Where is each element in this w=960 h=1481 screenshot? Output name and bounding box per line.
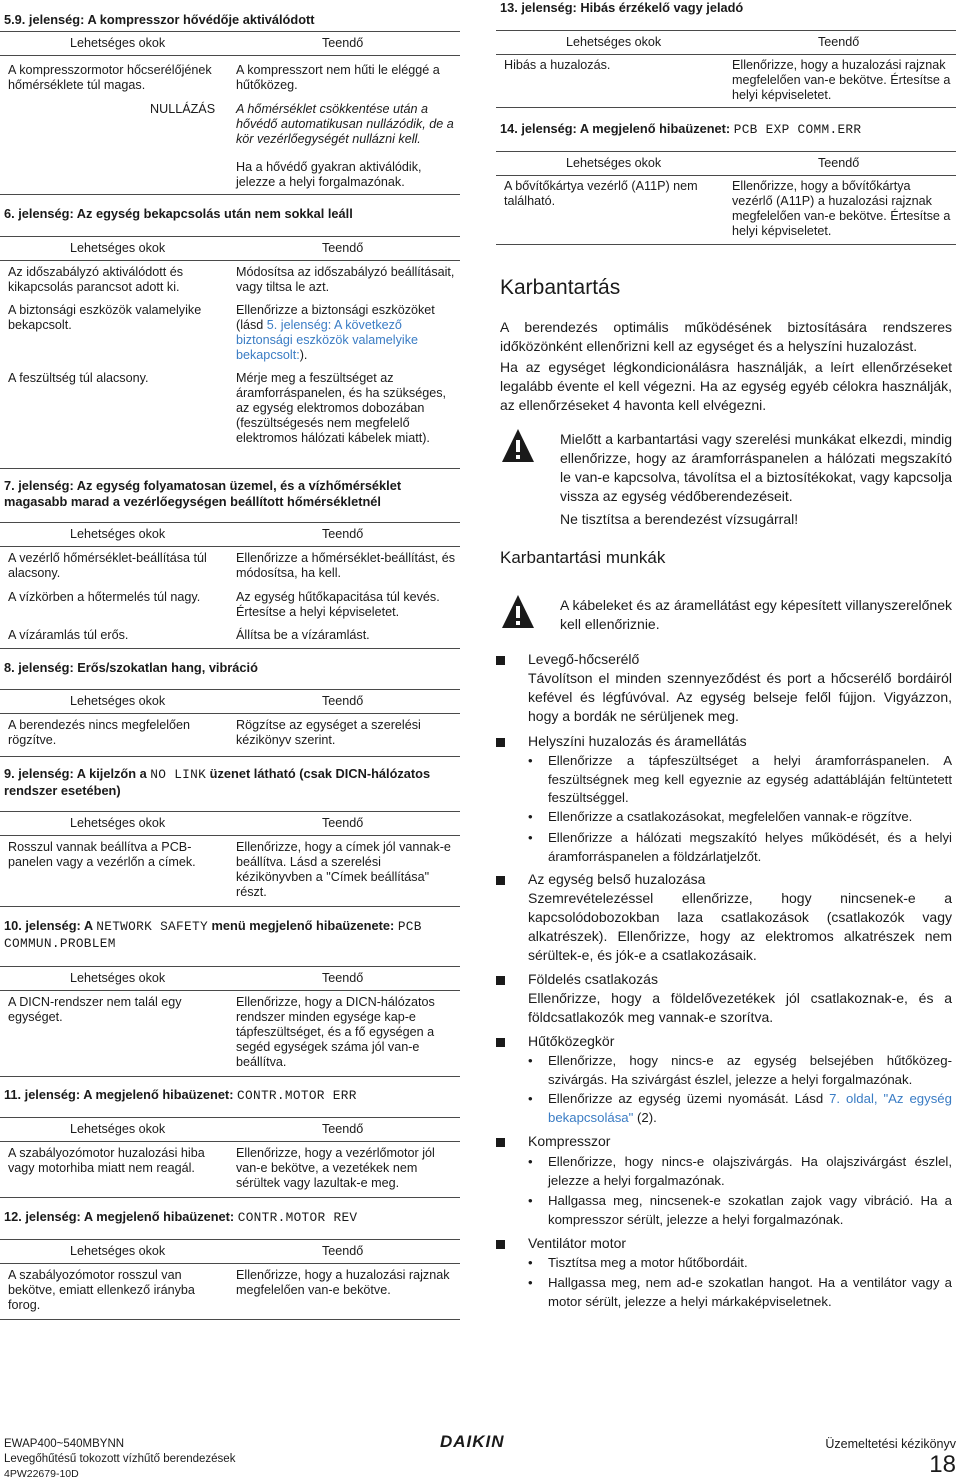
s8-heading: 8. jelenség: Erős/szokatlan hang, vibráció <box>4 660 258 675</box>
cause-cell: Hibás a huzalozás. <box>504 58 611 72</box>
subitem-text: Ellenőrizze, hogy nincs-e olajszivárgás. Ha olajszivárgást észlel, jelezze a helyi forgalmazónak. <box>548 1154 952 1188</box>
task-body: Ellenőrizze, hogy a földelővezetékek jól csatlakoznak-e, és a földcsatlakozók meg vannak-e szorítva. <box>528 990 952 1025</box>
subitem-text: Tisztítsa meg a motor hűtőbordáit. <box>548 1255 748 1270</box>
square-bullet-icon <box>496 738 505 747</box>
heading-text: üzenet látható (csak DICN-hálózatos rendszer esetében) <box>4 766 431 798</box>
table-header <box>0 32 460 56</box>
table-header <box>0 1118 460 1142</box>
action-cell: Ellenőrizze, hogy a vezérlőmotor jól van-e bekötve, a vezetékek nem sérültek vagy lazultak-e meg. <box>236 1146 435 1190</box>
col-cause-header: Lehetséges okok <box>70 1244 166 1258</box>
heading-text: 12. jelenség: A megjelenő hibaüzenet: <box>4 1209 238 1224</box>
table-header <box>0 523 460 547</box>
task-subitem <box>528 1052 952 1089</box>
subitem-text: Ellenőrizze, hogy nincs-e az egység belsejében hűtőközeg-szivárgás. Ha szivárgást észlel, jelezze a helyi forgalmazónak. <box>548 1053 952 1087</box>
cause-cell: Rosszul vannak beállítva a PCB-panelen vagy a vezérlőn a címek. <box>8 840 196 869</box>
bullet-dot-icon: • <box>528 1275 533 1290</box>
footer-manual: Üzemeltetési kézikönyv <box>825 1437 956 1451</box>
reset-note: Ha a hővédő gyakran aktiválódik, jelezze a helyi forgalmazónak. <box>236 160 422 189</box>
s11-heading <box>4 1087 357 1104</box>
subitem-text: (2). <box>633 1109 657 1125</box>
task-subitem <box>528 1153 952 1190</box>
cause-cell: A szabályozómotor huzalozási hiba vagy motorhiba miatt nem reagál. <box>8 1146 205 1175</box>
s8-table <box>0 689 460 757</box>
action-cell: Állítsa be a vízáramlást. <box>236 628 370 642</box>
reset-text: A hőmérséklet csökkentése után a hővédő automatikusan nullázódik, de a kör vezérlőegységét nullázni kell. <box>236 102 454 146</box>
s7-heading: 7. jelenség: Az egység folyamatosan üzemel, és a vízhőmérséklet magasabb marad a vezérlőegységen beállított hőmérsékletnél <box>4 478 402 509</box>
s13-table <box>496 30 956 108</box>
col-action-header: Teendő <box>322 241 364 255</box>
page-number: 18 <box>929 1451 956 1478</box>
task-subitem <box>528 829 952 866</box>
maintenance-tasks-title: Karbantartási munkák <box>500 548 666 567</box>
col-cause-header: Lehetséges okok <box>70 36 166 50</box>
col-action-header: Teendő <box>322 694 364 708</box>
cross-ref-link[interactable]: 5. jelenség: A következő biztonsági eszközök valamelyike bekapcsolt: <box>236 318 418 362</box>
s14-table <box>496 151 956 245</box>
action-cell: Ellenőrizze, hogy a huzalozási rajznak megfelelően van-e bekötve. Értesítse a helyi képviseletet. <box>732 58 951 102</box>
cause-cell: A DICN-rendszer nem talál egy egységet. <box>8 995 182 1024</box>
display-code: NO LINK <box>150 767 207 782</box>
cause-cell: A feszültség túl alacsony. <box>8 371 149 385</box>
heading-text: 11. jelenség: A megjelenő hibaüzenet: <box>4 1087 238 1102</box>
heading-text: 10. jelenség: A <box>4 918 97 933</box>
subitem-text: Ellenőrizze a csatlakozásokat, megfelelően vannak-e rögzítve. <box>548 809 913 824</box>
bullet-dot-icon: • <box>528 809 533 824</box>
table-header <box>496 31 956 55</box>
s11-table <box>0 1117 460 1198</box>
col-cause-header: Lehetséges okok <box>70 1122 166 1136</box>
table-header <box>496 152 956 176</box>
bullet-dot-icon: • <box>528 1053 533 1068</box>
footer-model: EWAP400~540MBYNN <box>4 1438 125 1450</box>
task-title: Az egység belső huzalozása <box>528 871 706 887</box>
s6-table <box>0 236 460 469</box>
table-header <box>0 690 460 714</box>
task-title: Levegő-hőcserélő <box>528 651 640 667</box>
footer-code: 4PW22679-10D <box>4 1468 79 1480</box>
maintenance-paragraph: A berendezés optimális működésének biztosítására rendszeres időközönként ellenőrizni kell az egységet és a helyszíni huzalozást. <box>500 319 952 354</box>
square-bullet-icon <box>496 976 505 985</box>
task-subitem <box>528 752 952 808</box>
heading-text: 9. jelenség: A kijelzőn a <box>4 766 151 781</box>
s6-heading: 6. jelenség: Az egység bekapcsolás után nem sokkal leáll <box>4 206 353 221</box>
subitem-text: Hallgassa meg, nincsenek-e szokatlan zajok vagy vibráció. Ha a kompresszor sérült, jelezze a helyi forgalmazónak. <box>548 1193 952 1227</box>
action-cell: Ellenőrizze, hogy a címek jól vannak-e beállítva. Lásd a szerelési kézikönyvben a "Címek beállítása" részt. <box>236 840 451 899</box>
warning-icon <box>500 592 536 632</box>
cause-cell: A bővítőkártya vezérlő (A11P) nem található. <box>504 179 698 208</box>
footer-description: Levegőhűtésű tokozott vízhűtő berendezések <box>4 1453 236 1465</box>
col-action-header: Teendő <box>322 36 364 50</box>
action-text: Ellenőrizze a biztonsági eszközöket (lásd <box>236 303 435 332</box>
cause-cell: A biztonsági eszközök valamelyike bekapcsolt. <box>8 303 202 332</box>
s9-heading <box>4 766 454 799</box>
bullet-dot-icon: • <box>528 1091 533 1106</box>
s59-table <box>0 31 460 195</box>
cause-cell: A kompresszormotor hőcserélőjének hőmérséklete túl magas. <box>8 63 212 92</box>
table-header <box>0 812 460 836</box>
action-cell: Az egység hűtőkapacitása túl kevés. Értesítse a helyi képviseletet. <box>236 590 440 619</box>
cross-ref-link[interactable]: 7. oldal, "Az egység bekapcsolása" <box>548 1091 952 1125</box>
action-text-end: ). <box>299 348 308 362</box>
maintenance-title: Karbantartás <box>500 276 621 299</box>
cause-cell: Az időszabályzó aktiválódott és kikapcsolás parancsot adott ki. <box>8 265 184 294</box>
display-code: PCB EXP COMM.ERR <box>733 122 862 137</box>
subitem-text: Hallgassa meg, nem ad-e szokatlan hangot. Ha a ventilátor vagy a motor sérült, jelezze a helyi márkaképviseletnek. <box>548 1275 952 1309</box>
task-title: Földelés csatlakozás <box>528 971 658 987</box>
col-cause-header: Lehetséges okok <box>566 156 662 170</box>
warning-text: A kábeleket és az áramellátást egy képesített villanyszerelőnek kell ellenőriznie. <box>560 597 952 632</box>
col-action-header: Teendő <box>322 971 364 985</box>
s10-heading <box>4 918 454 952</box>
task-subitem <box>528 1274 952 1311</box>
warning-text: Ne tisztítsa a berendezést vízsugárral! <box>560 511 799 527</box>
task-body: Távolítson el minden szennyeződést és port a hőcserélő bordáiról kefével és légfúvóval. Az egység belseje felől fújjon. Vigyázzon, hogy a bordák ne sérüljenek meg. <box>528 670 952 724</box>
display-code: CONTR.MOTOR ERR <box>237 1088 357 1103</box>
col-cause-header: Lehetséges okok <box>70 816 166 830</box>
col-action-header: Teendő <box>322 1122 364 1136</box>
task-title: Kompresszor <box>528 1133 611 1149</box>
col-cause-header: Lehetséges okok <box>70 527 166 541</box>
warning-icon <box>500 426 536 466</box>
table-header <box>0 967 460 991</box>
bullet-dot-icon: • <box>528 830 533 845</box>
cause-cell: A berendezés nincs megfelelően rögzítve. <box>8 718 191 747</box>
heading-text: 14. jelenség: A megjelenő hibaüzenet: <box>500 121 734 136</box>
action-cell: Módosítsa az időszabályzó beállításait, vagy tiltsa le azt. <box>236 265 455 294</box>
square-bullet-icon <box>496 1240 505 1249</box>
action-cell: Ellenőrizze, hogy a huzalozási rajznak megfelelően van-e bekötve. <box>236 1268 450 1297</box>
subitem-text: Ellenőrizze a tápfeszültséget a helyi áramforráspanelen. A feszültségnek meg kell egyeznie az egység adattábláján feltüntetett feszültséggel. <box>548 753 952 805</box>
task-subitem <box>528 1192 952 1229</box>
s10-table <box>0 966 460 1077</box>
display-code: CONTR.MOTOR REV <box>237 1210 358 1225</box>
warning-text: Mielőtt a karbantartási vagy szerelési munkákat elkezdi, mindig ellenőrizze, hogy az áramforráspanelen a hálózati megszakító le van-e kapcsolva, távolítsa el a biztosítékokat, vagy kapcsolja vissza az egység védőberendezéseit. <box>560 431 952 504</box>
square-bullet-icon <box>496 876 505 885</box>
daikin-logo: DAIKIN <box>440 1432 505 1451</box>
cause-cell: A vízkörben a hőtermelés túl nagy. <box>8 590 201 604</box>
bullet-dot-icon: • <box>528 1193 533 1208</box>
col-cause-header: Lehetséges okok <box>70 971 166 985</box>
action-cell: Ellenőrizze, hogy a bővítőkártya vezérlő (A11P) a huzalozási rajznak megfelelően van-e bekötve. Értesítse a helyi képviseletet. <box>732 179 951 238</box>
action-cell: Ellenőrizze a hőmérséklet-beállítást, és módosítsa, ha kell. <box>236 551 456 580</box>
action-cell: Rögzítse az egységet a szerelési kézikönyv szerint. <box>236 718 421 747</box>
col-action-header: Teendő <box>322 816 364 830</box>
s14-heading <box>500 121 861 138</box>
display-code: NETWORK SAFETY <box>96 919 208 934</box>
action-cell: Ellenőrizze, hogy a DICN-hálózatos rendszer minden egysége kap-e tápfeszültséget, és a fő egységen a segéd egységek száma jól van-e beállítva. <box>236 995 435 1069</box>
task-title: Helyszíni huzalozás és áramellátás <box>528 733 747 749</box>
col-action-header: Teendő <box>322 1244 364 1258</box>
col-action-header: Teendő <box>818 35 860 49</box>
task-title: Hűtőközegkör <box>528 1033 615 1049</box>
task-title: Ventilátor motor <box>528 1235 627 1251</box>
cause-cell: A vezérlő hőmérséklet-beállítása túl alacsony. <box>8 551 207 580</box>
s13-heading: 13. jelenség: Hibás érzékelő vagy jeladó <box>500 0 744 15</box>
col-cause-header: Lehetséges okok <box>566 35 662 49</box>
square-bullet-icon <box>496 1038 505 1047</box>
col-cause-header: Lehetséges okok <box>70 694 166 708</box>
display-code: PCB COMMUN.PROBLEM <box>4 919 422 951</box>
col-action-header: Teendő <box>322 527 364 541</box>
col-action-header: Teendő <box>818 156 860 170</box>
bullet-dot-icon: • <box>528 1154 533 1169</box>
task-subitem <box>528 808 952 827</box>
reset-label: NULLÁZÁS <box>150 102 216 116</box>
s12-heading <box>4 1209 357 1226</box>
action-cell <box>236 303 458 363</box>
cause-cell: A vízáramlás túl erős. <box>8 628 129 642</box>
bullet-dot-icon: • <box>528 753 533 768</box>
s12-table <box>0 1239 460 1320</box>
subitem-text: Ellenőrizze az egység üzemi nyomását. Lásd <box>548 1091 830 1106</box>
col-cause-header: Lehetséges okok <box>70 241 166 255</box>
subitem-text: Ellenőrizze a hálózati megszakító helyes működését, és a helyi áramforráspanelen a földzárlatjelzőt. <box>548 830 952 864</box>
square-bullet-icon <box>496 1138 505 1147</box>
cause-cell: A szabályozómotor rosszul van bekötve, emiatt ellenkező irányba forog. <box>8 1268 195 1312</box>
table-header <box>0 237 460 261</box>
action-cell: A kompresszort nem hűti le eléggé a hűtőközeg. <box>236 63 440 92</box>
s7-table <box>0 522 460 649</box>
s59-heading: 5.9. jelenség: A kompresszor hővédője aktiválódott <box>4 12 315 27</box>
action-cell: Mérje meg a feszültséget az áramforráspanelen, és ha szükséges, az egység elektromos dobozában (feszültségesés nem megfelelő elektromos hálózati kábelek miatt). <box>236 371 447 445</box>
bullet-dot-icon: • <box>528 1255 533 1270</box>
task-body: Szemrevételezéssel ellenőrizze, hogy nincsenek-e a kapcsolódobozokban laza csatlakozások (csatlakozók vagy alkatrészek). Ellenőrizze, hogy az elektromos alkatrészek nem sérültek-e, és jók-e a csatlakozásaik. <box>528 890 952 963</box>
heading-text: menü megjelenő hibaüzenete: <box>207 918 398 933</box>
s9-table <box>0 811 460 907</box>
maintenance-paragraph: Ha az egységet légkondicionálásra használják, a leírt ellenőrzéseket legalább évente el kell végezni. Ha az egység egyéb célokra használják, az ellenőrzéseket 4 havonta kell elvégezni. <box>500 359 952 413</box>
table-header <box>0 1240 460 1264</box>
task-subitem <box>528 1254 952 1273</box>
square-bullet-icon <box>496 656 505 665</box>
task-subitem <box>528 1090 952 1127</box>
